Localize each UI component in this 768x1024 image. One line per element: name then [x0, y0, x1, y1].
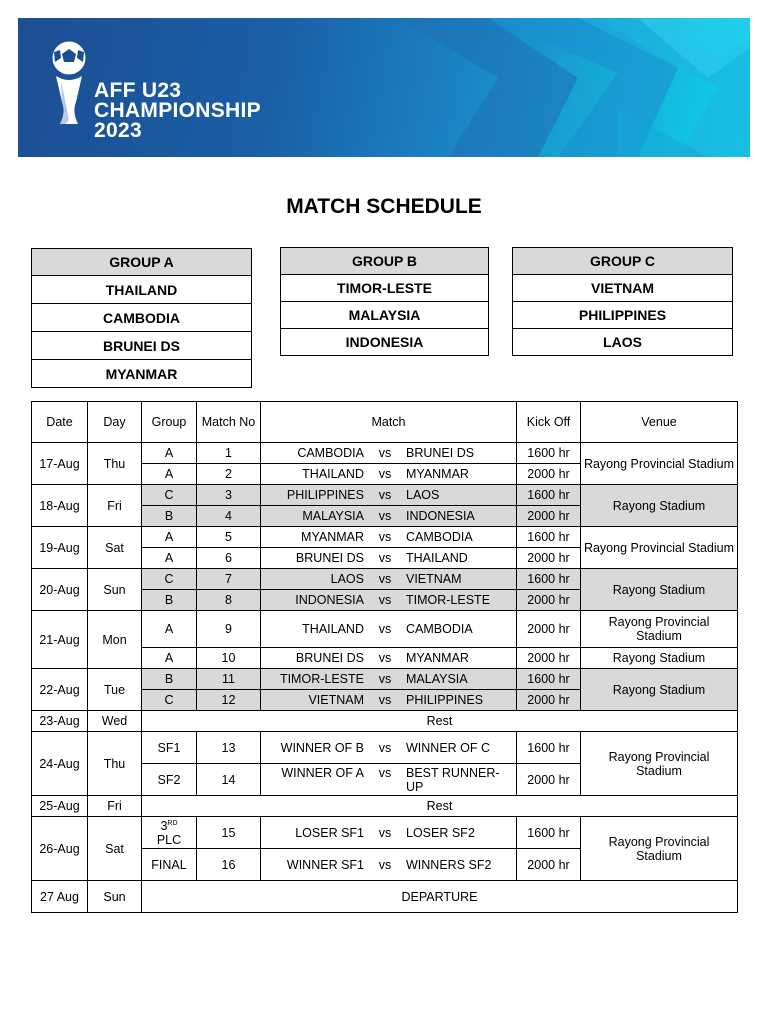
vs-label: vs — [378, 467, 392, 481]
match-no-cell: 5 — [197, 527, 261, 548]
match-no-cell: 1 — [197, 443, 261, 464]
table-row — [32, 569, 738, 590]
day-cell: Sat — [88, 817, 142, 881]
match-cell — [261, 648, 517, 669]
kickoff-cell: 2000 hr — [517, 648, 581, 669]
table-row — [32, 527, 738, 548]
group-b-team: TIMOR-LESTE — [281, 275, 489, 302]
kickoff-cell: 1600 hr — [517, 485, 581, 506]
table-row — [32, 443, 738, 464]
day-cell: Sun — [88, 881, 142, 913]
match-schedule-table — [31, 401, 738, 913]
group-c-team: VIETNAM — [513, 275, 733, 302]
kickoff-cell: 1600 hr — [517, 732, 581, 764]
date-cell: 19-Aug — [32, 527, 88, 569]
home-team: WINNER SF1 — [286, 857, 364, 872]
day-cell: Thu — [88, 443, 142, 485]
home-team: WINNER OF A — [281, 765, 364, 780]
venue-cell: Rayong Stadium — [581, 569, 738, 611]
day-cell: Fri — [88, 485, 142, 527]
match-cell — [261, 590, 517, 611]
match-no-cell: 12 — [197, 690, 261, 711]
away-team: PHILIPPINES — [406, 693, 484, 707]
match-no-cell: 2 — [197, 464, 261, 485]
group-cell: 3RD PLC — [142, 817, 197, 849]
table-row — [32, 732, 738, 764]
home-team: INDONESIA — [295, 593, 364, 607]
vs-label: vs — [378, 765, 392, 780]
table-row — [32, 669, 738, 690]
home-team: VIETNAM — [308, 693, 364, 707]
group-cell: B — [142, 590, 197, 611]
home-team: THAILAND — [302, 622, 364, 636]
away-team: THAILAND — [406, 551, 468, 565]
vs-label: vs — [378, 672, 392, 686]
kickoff-cell: 2000 hr — [517, 690, 581, 711]
venue-cell: Rayong Stadium — [581, 485, 738, 527]
home-team: TIMOR-LESTE — [279, 672, 364, 686]
away-team: WINNERS SF2 — [406, 857, 492, 872]
match-no-cell: 16 — [197, 849, 261, 881]
banner-title — [94, 81, 261, 141]
schedule-header-row — [32, 402, 738, 443]
match-cell — [261, 527, 517, 548]
departure-note: DEPARTURE — [142, 881, 738, 913]
match-cell — [261, 817, 517, 849]
venue-cell: Rayong Stadium — [581, 669, 738, 711]
group-b-table — [280, 247, 489, 356]
away-team: BRUNEI DS — [406, 446, 475, 460]
vs-label: vs — [378, 593, 392, 607]
match-no-cell: 8 — [197, 590, 261, 611]
vs-label: vs — [378, 693, 392, 707]
kickoff-cell: 2000 hr — [517, 506, 581, 527]
kickoff-cell: 1600 hr — [517, 669, 581, 690]
kickoff-cell: 1600 hr — [517, 817, 581, 849]
table-row — [32, 485, 738, 506]
vs-label: vs — [378, 622, 392, 636]
home-team: THAILAND — [302, 467, 364, 481]
group-a-team: MYANMAR — [32, 360, 252, 388]
match-cell — [261, 669, 517, 690]
date-cell: 17-Aug — [32, 443, 88, 485]
match-cell — [261, 548, 517, 569]
match-no-cell: 6 — [197, 548, 261, 569]
header-venue: Venue — [581, 402, 738, 443]
vs-label: vs — [378, 572, 392, 586]
date-cell: 23-Aug — [32, 711, 88, 732]
match-no-cell: 15 — [197, 817, 261, 849]
trophy-logo-icon — [48, 40, 90, 132]
vs-label: vs — [378, 857, 392, 872]
away-team: BEST RUNNER-UP — [406, 765, 500, 794]
match-cell — [261, 732, 517, 764]
rest-note: Rest — [142, 711, 738, 732]
table-row — [32, 611, 738, 648]
vs-label: vs — [378, 825, 392, 840]
group-a-team: CAMBODIA — [32, 304, 252, 332]
match-cell — [261, 443, 517, 464]
match-cell — [261, 764, 517, 796]
group-cell: SF2 — [142, 764, 197, 796]
away-team: WINNER OF C — [406, 740, 491, 755]
match-cell — [261, 849, 517, 881]
group-cell: B — [142, 506, 197, 527]
match-no-cell: 7 — [197, 569, 261, 590]
day-cell: Sun — [88, 569, 142, 611]
venue-cell: Rayong Provincial Stadium — [581, 817, 738, 881]
group-cell: A — [142, 443, 197, 464]
venue-cell: Rayong Provincial Stadium — [581, 732, 738, 796]
group-c-header: GROUP C — [513, 248, 733, 275]
home-team: LAOS — [330, 572, 364, 586]
date-cell: 26-Aug — [32, 817, 88, 881]
vs-label: vs — [378, 530, 392, 544]
match-no-cell: 14 — [197, 764, 261, 796]
away-team: CAMBODIA — [406, 530, 473, 544]
home-team: WINNER OF B — [280, 740, 364, 755]
venue-cell: Rayong Provincial Stadium — [581, 611, 738, 648]
vs-label: vs — [378, 651, 392, 665]
group-c-table — [512, 247, 733, 356]
kickoff-cell: 1600 hr — [517, 527, 581, 548]
group-cell: C — [142, 569, 197, 590]
vs-label: vs — [378, 740, 392, 755]
date-cell: 24-Aug — [32, 732, 88, 796]
away-team: MYANMAR — [406, 651, 469, 665]
group-a-table — [31, 248, 252, 388]
group-c-team: PHILIPPINES — [513, 302, 733, 329]
group-a-team: BRUNEI DS — [32, 332, 252, 360]
group-cell: C — [142, 485, 197, 506]
venue-cell: Rayong Provincial Stadium — [581, 443, 738, 485]
home-team: CAMBODIA — [297, 446, 364, 460]
away-team: MYANMAR — [406, 467, 469, 481]
home-team: PHILIPPINES — [286, 488, 364, 502]
home-team: LOSER SF1 — [295, 825, 364, 840]
match-cell — [261, 464, 517, 485]
date-cell: 20-Aug — [32, 569, 88, 611]
vs-label: vs — [378, 509, 392, 523]
date-cell: 25-Aug — [32, 796, 88, 817]
day-cell: Fri — [88, 796, 142, 817]
match-cell — [261, 506, 517, 527]
group-cell: A — [142, 527, 197, 548]
group-a-team: THAILAND — [32, 276, 252, 304]
group-cell: A — [142, 648, 197, 669]
rest-note: Rest — [142, 796, 738, 817]
away-team: LOSER SF2 — [406, 825, 475, 840]
away-team: MALAYSIA — [406, 672, 468, 686]
home-team: MYANMAR — [301, 530, 364, 544]
header-match-no: Match No — [197, 402, 261, 443]
banner-line-1: AFF U23 — [94, 79, 182, 102]
kickoff-cell: 2000 hr — [517, 548, 581, 569]
page-title: MATCH SCHEDULE — [286, 195, 482, 218]
match-cell — [261, 485, 517, 506]
group-b-team: INDONESIA — [281, 329, 489, 356]
group-a-header: GROUP A — [32, 249, 252, 276]
away-team: TIMOR-LESTE — [406, 593, 491, 607]
match-cell — [261, 569, 517, 590]
group-c-team: LAOS — [513, 329, 733, 356]
header-match: Match — [261, 402, 517, 443]
banner-line-3: 2023 — [94, 119, 142, 142]
match-no-cell: 9 — [197, 611, 261, 648]
day-cell: Wed — [88, 711, 142, 732]
day-cell: Tue — [88, 669, 142, 711]
home-team: BRUNEI DS — [295, 651, 364, 665]
date-cell: 21-Aug — [32, 611, 88, 669]
group-cell: FINAL — [142, 849, 197, 881]
match-no-cell: 10 — [197, 648, 261, 669]
day-cell: Thu — [88, 732, 142, 796]
kickoff-cell: 2000 hr — [517, 849, 581, 881]
match-cell — [261, 690, 517, 711]
kickoff-cell: 2000 hr — [517, 611, 581, 648]
group-cell: A — [142, 611, 197, 648]
kickoff-cell: 1600 hr — [517, 569, 581, 590]
table-row — [32, 817, 738, 849]
vs-label: vs — [378, 551, 392, 565]
header-date: Date — [32, 402, 88, 443]
vs-label: vs — [378, 446, 392, 460]
table-row — [32, 881, 738, 913]
match-no-cell: 4 — [197, 506, 261, 527]
header-group: Group — [142, 402, 197, 443]
group-cell: SF1 — [142, 732, 197, 764]
kickoff-cell: 2000 hr — [517, 464, 581, 485]
match-no-cell: 3 — [197, 485, 261, 506]
table-row — [32, 711, 738, 732]
header-kick-off: Kick Off — [517, 402, 581, 443]
group-cell: A — [142, 464, 197, 485]
group-b-team: MALAYSIA — [281, 302, 489, 329]
away-team: CAMBODIA — [406, 622, 473, 636]
header-day: Day — [88, 402, 142, 443]
home-team: MALAYSIA — [302, 509, 364, 523]
group-cell: B — [142, 669, 197, 690]
group-b-header: GROUP B — [281, 248, 489, 275]
group-cell: A — [142, 548, 197, 569]
date-cell: 27 Aug — [32, 881, 88, 913]
away-team: LAOS — [406, 488, 440, 502]
venue-cell: Rayong Stadium — [581, 648, 738, 669]
kickoff-cell: 2000 hr — [517, 590, 581, 611]
vs-label: vs — [378, 488, 392, 502]
match-no-cell: 13 — [197, 732, 261, 764]
home-team: BRUNEI DS — [295, 551, 364, 565]
day-cell: Sat — [88, 527, 142, 569]
away-team: INDONESIA — [406, 509, 475, 523]
venue-cell: Rayong Provincial Stadium — [581, 527, 738, 569]
group-cell: C — [142, 690, 197, 711]
kickoff-cell: 1600 hr — [517, 443, 581, 464]
kickoff-cell: 2000 hr — [517, 764, 581, 796]
banner-line-2: CHAMPIONSHIP — [94, 99, 261, 122]
match-no-cell: 11 — [197, 669, 261, 690]
match-cell — [261, 611, 517, 648]
championship-banner — [18, 18, 750, 157]
date-cell: 18-Aug — [32, 485, 88, 527]
day-cell: Mon — [88, 611, 142, 669]
table-row — [32, 796, 738, 817]
away-team: VIETNAM — [406, 572, 462, 586]
date-cell: 22-Aug — [32, 669, 88, 711]
